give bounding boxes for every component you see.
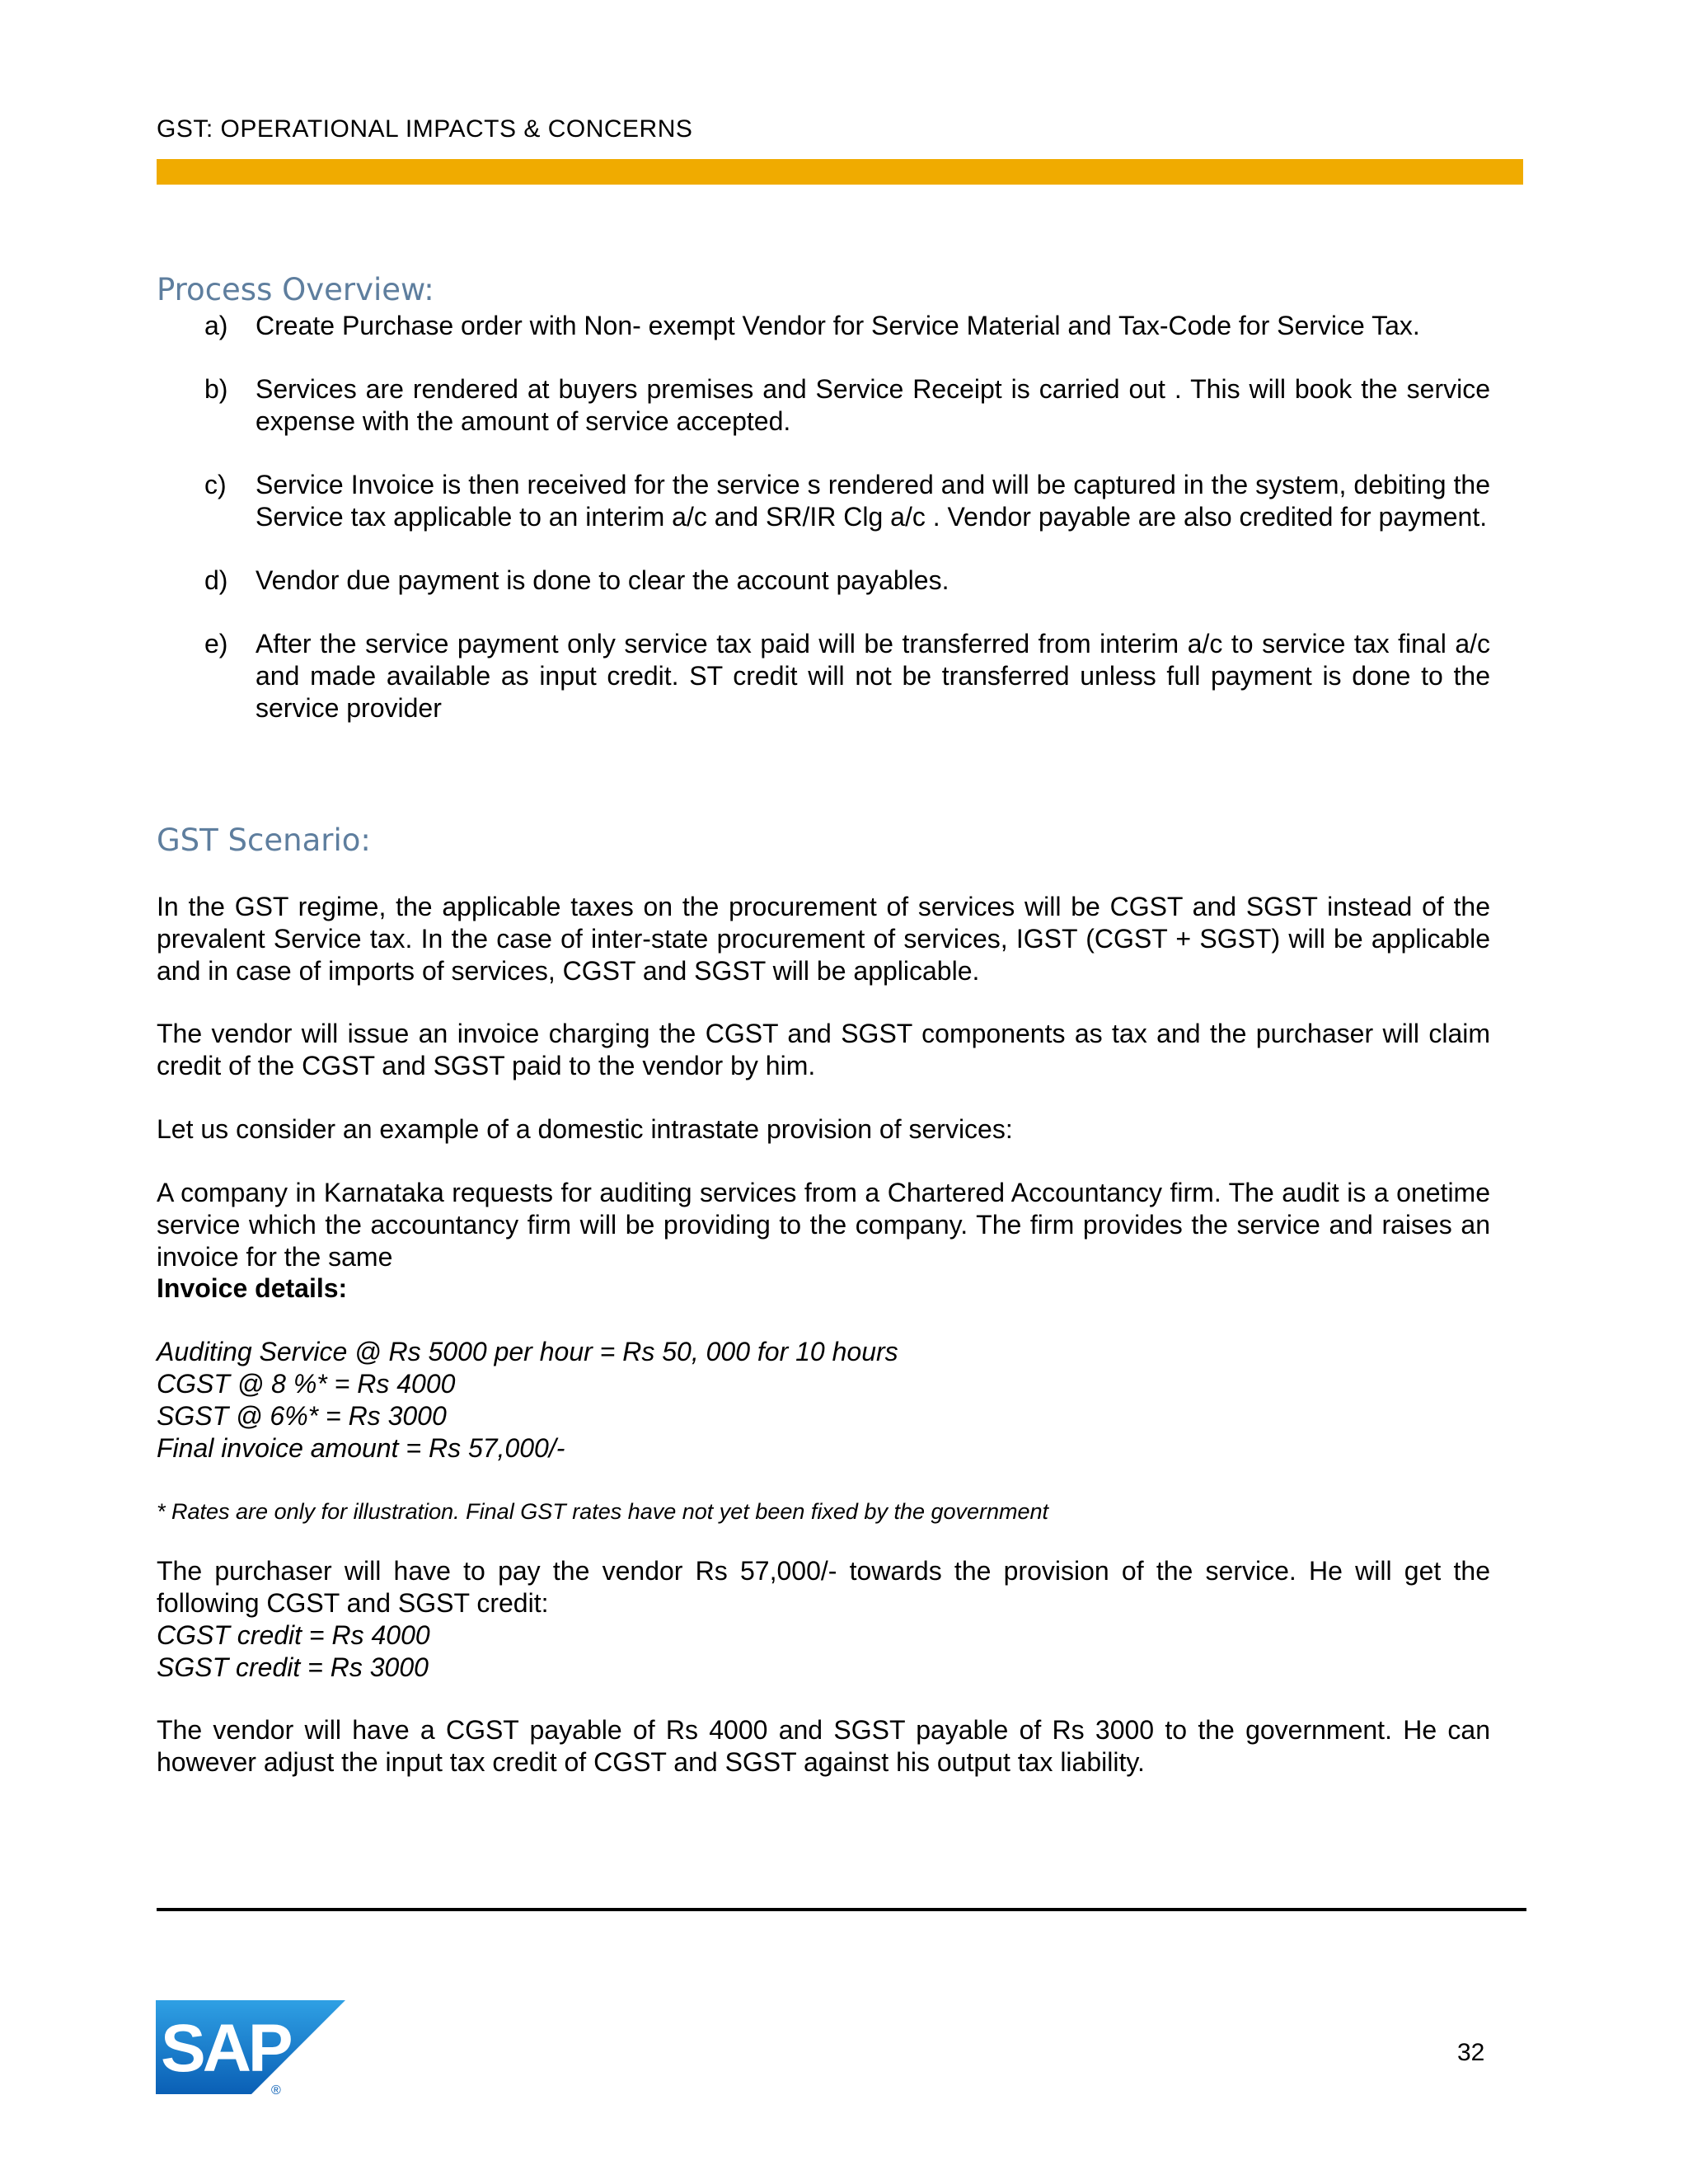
credit-lines bbox=[157, 1619, 1490, 1684]
paragraph: The vendor will issue an invoice charging the CGST and SGST components as tax and the purchaser will claim credit of the CGST and SGST paid to the vendor by him. bbox=[157, 1019, 1490, 1080]
list-item-text: After the service payment only service tax paid will be transferred from interim a/c to service tax final a/c and made available as input credit. ST credit will not be transferred unless full payment is done to the service provider bbox=[256, 629, 1490, 723]
list-item bbox=[204, 565, 1490, 597]
invoice-lines bbox=[157, 1336, 1490, 1465]
list-item-text: Create Purchase order with Non- exempt Vendor for Service Material and Tax-Code for Service Tax. bbox=[256, 311, 1420, 340]
document-header-title: GST: OPERATIONAL IMPACTS & CONCERNS bbox=[157, 115, 693, 143]
credit-line: SGST credit = Rs 3000 bbox=[157, 1652, 429, 1682]
list-item-text: Vendor due payment is done to clear the account payables. bbox=[256, 565, 950, 595]
list-item bbox=[204, 628, 1490, 724]
header-accent-bar bbox=[157, 159, 1523, 185]
invoice-line: Auditing Service @ Rs 5000 per hour = Rs 50, 000 for 10 hours bbox=[157, 1337, 898, 1366]
paragraph: Let us consider an example of a domestic intrastate provision of services: bbox=[157, 1114, 1013, 1144]
list-item-text: Services are rendered at buyers premises and Service Receipt is carried out . This will book the service expense with the amount of service accepted. bbox=[256, 374, 1490, 436]
list-marker: d) bbox=[204, 565, 228, 595]
footer-divider bbox=[157, 1908, 1526, 1911]
paragraph: A company in Karnataka requests for auditing services from a Chartered Accountancy firm. The audit is a onetime service which the accountancy firm will be providing to the company. The firm provides the service and raises an invoice for the same bbox=[157, 1178, 1490, 1272]
list-marker: e) bbox=[204, 629, 228, 658]
process-steps-list bbox=[204, 310, 1490, 756]
list-item bbox=[204, 373, 1490, 438]
invoice-line: Final invoice amount = Rs 57,000/- bbox=[157, 1433, 565, 1463]
sap-logo bbox=[156, 2000, 347, 2097]
paragraph: The purchaser will have to pay the vendor Rs 57,000/- towards the provision of the service. He will get the following CGST and SGST credit: bbox=[157, 1556, 1490, 1618]
invoice-line: SGST @ 6%* = Rs 3000 bbox=[157, 1401, 447, 1431]
list-marker: b) bbox=[204, 374, 228, 404]
page-number: 32 bbox=[1457, 2039, 1485, 2066]
sap-logo-text: SAP bbox=[161, 2011, 290, 2086]
credit-line: CGST credit = Rs 4000 bbox=[157, 1620, 430, 1650]
registered-mark-icon: ® bbox=[271, 2083, 281, 2097]
paragraph: In the GST regime, the applicable taxes on the procurement of services will be CGST and SGST instead of the prevalent Service tax. In the case of inter-state procurement of services, IGST (CGST + SGST) will be applicable and in case of imports of services, CGST and SGST will be applicable. bbox=[157, 892, 1490, 986]
list-item-text: Service Invoice is then received for the service s rendered and will be captured in the system, debiting the Service tax applicable to an interim a/c and SR/IR Clg a/c . Vendor payable are also credited for payment. bbox=[256, 470, 1490, 532]
gst-scenario-heading: GST Scenario: bbox=[157, 823, 371, 858]
list-marker: a) bbox=[204, 311, 228, 340]
list-item bbox=[204, 469, 1490, 533]
process-overview-heading: Process Overview: bbox=[157, 272, 434, 307]
invoice-details-label: Invoice details: bbox=[157, 1273, 348, 1303]
paragraph: The vendor will have a CGST payable of Rs 4000 and SGST payable of Rs 3000 to the government. He can however adjust the input tax credit of CGST and SGST against his output tax liability. bbox=[157, 1715, 1490, 1777]
rates-note: * Rates are only for illustration. Final GST rates have not yet been fixed by the government bbox=[157, 1499, 1049, 1524]
list-marker: c) bbox=[204, 470, 227, 499]
list-item bbox=[204, 310, 1490, 342]
invoice-line: CGST @ 8 %* = Rs 4000 bbox=[157, 1369, 456, 1399]
